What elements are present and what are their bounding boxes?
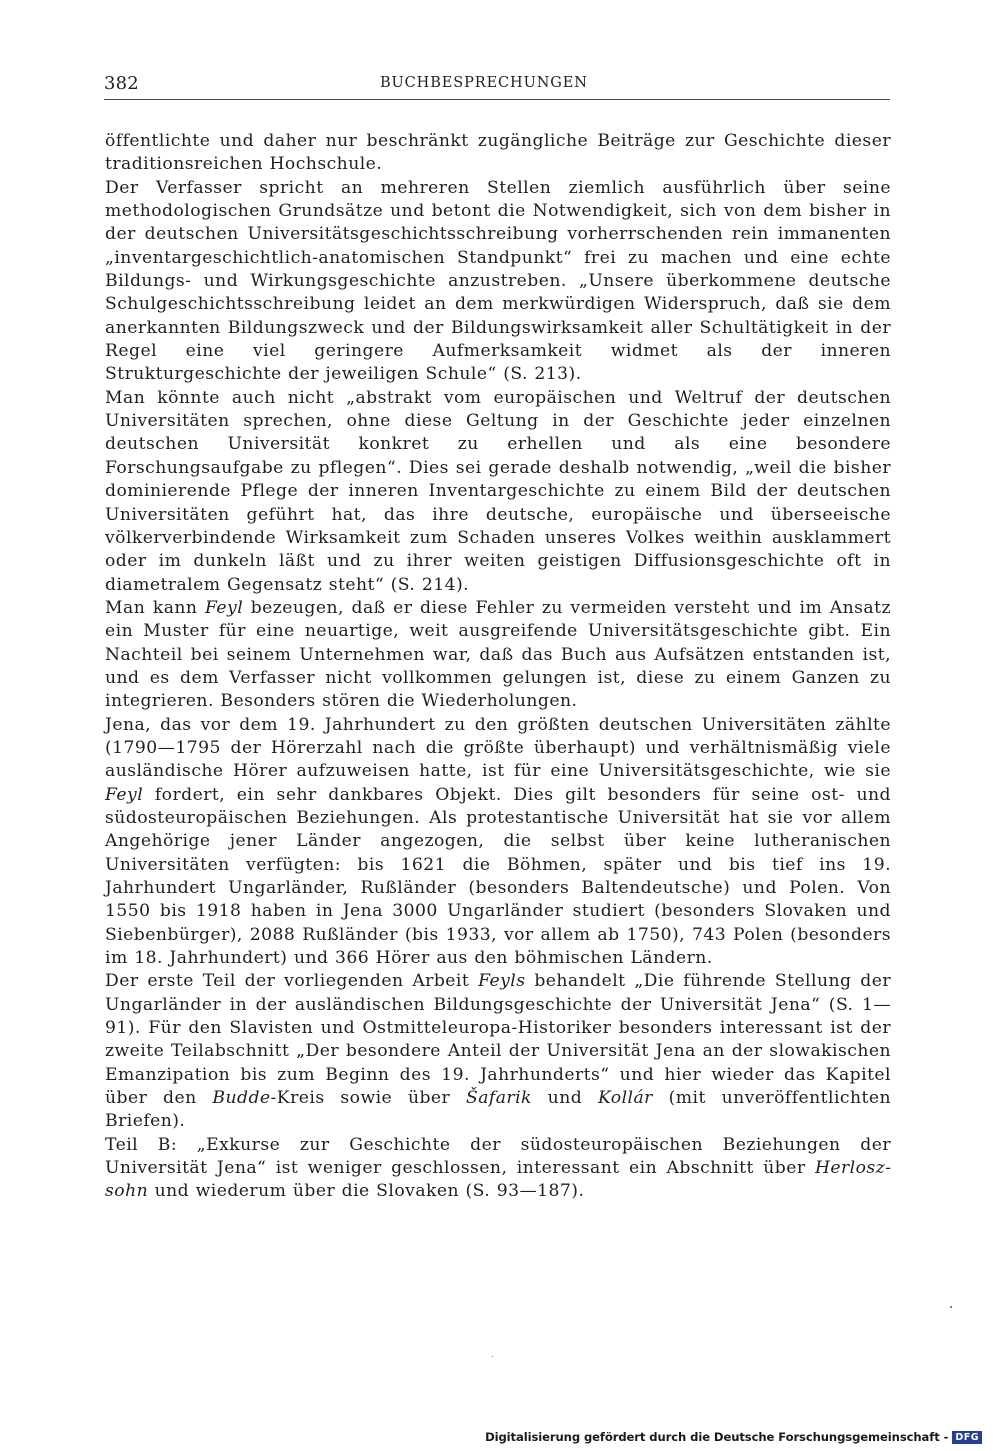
paragraph-6 xyxy=(105,970,891,1133)
paragraph-7-text-a: Teil B: „Exkurse zur Geschichte der südosteuropäischen Beziehungen der Universität Jena“ ist weniger geschlossen, interessant ein Abschnitt über xyxy=(105,1134,891,1179)
review-text xyxy=(105,130,891,1204)
paragraph-6-text-b: behandelt „Die führende Stellung der Ungarländer in der ausländischen Bildungsgeschichte der Universität Jena“ (S. 1—91). Für den Slavisten und Ostmitteleuropa-Historiker besonders interessant ist der zweite Teilabschnitt „Der besondere Anteil der Universität Jena an der slowakischen Emanzipation bis zum Beginn des 19. Jahrhunderts“ und hier wieder das Kapitel über den xyxy=(105,971,892,1109)
paragraph-7-text-b: und wiederum über die Slovaken (S. 93—187). xyxy=(148,1181,585,1202)
paragraph-5-text-b: fordert, ein sehr dankbares Objekt. Dies gilt besonders für seine ost- und südosteuropäischen Beziehungen. Als protestantische Universität hat sie vor allem Angehörige jener Länder angezogen, die selbst über keine lutheranischen Universitäten verfügten: bis 1621 die Böhmen, später und bis tief ins 19. Jahrhundert Ungarländer, Rußländer (besonders Baltendeutsche) und Polen. Von 1550 bis 1918 haben in Jena 3000 Ungarländer studiert (besonders Slovaken und Siebenbürger), 2088 Rußländer (bis 1933, vor allem ab 1750), 743 Polen (besonders im 18. Jahrhundert) und 366 Hörer aus den böhmischen Ländern. xyxy=(105,784,891,969)
author-name-feyls: Feyls xyxy=(478,971,526,992)
author-name-feyl: Feyl xyxy=(105,784,144,805)
paragraph-6-text-a: Der erste Teil der vorliegenden Arbeit xyxy=(105,971,479,992)
dfg-logo: DFG xyxy=(952,1431,982,1444)
scan-speck xyxy=(950,1306,952,1308)
paragraph-6-text-e: (mit unveröffentlichten Briefen). xyxy=(105,1088,891,1132)
digitization-footer xyxy=(485,1430,982,1444)
paragraph-6-text-d: und xyxy=(531,1088,598,1109)
running-head: BUCHBESPRECHUNGEN xyxy=(380,75,588,91)
paragraph-5-text-a: Jena, das vor dem 19. Jahrhundert zu den größten deutschen Universitäten zählte (1790—1795 der Hörerzahl nach die größte überhaupt) und verhältnismäßig viele ausländische Hörer aufzuweisen hatte, ist für eine Universitätsgeschichte, wie sie xyxy=(105,714,891,782)
scan-speck xyxy=(492,1356,493,1357)
page-number: 382 xyxy=(104,73,139,94)
footer-credit: Digitalisierung gefördert durch die Deutsche Forschungsgemeinschaft - xyxy=(485,1430,949,1444)
name-kollar: Kollár xyxy=(597,1088,653,1109)
paragraph-1: öffentlichte und daher nur beschränkt zugängliche Beiträge zur Geschichte dieser traditionsreichen Hochschule. xyxy=(105,131,891,175)
header-rule xyxy=(104,99,890,100)
paragraph-4-text-a: Man kann xyxy=(105,597,205,618)
name-herloszsohn: Herloszsohn xyxy=(105,1158,891,1202)
name-safarik: Šafarik xyxy=(465,1088,532,1109)
paragraph-7 xyxy=(105,1134,891,1204)
paragraph-4 xyxy=(105,597,891,714)
author-name-feyl: Feyl xyxy=(204,597,244,618)
paragraph-4-text-b: bezeugen, daß er diese Fehler zu vermeiden versteht und im Ansatz ein Muster für eine neuartige, weit ausgreifende Universitätsgeschichte gibt. Ein Nachteil bei seinem Unternehmen war, daß das Buch aus Aufsätzen entstanden ist, und es dem Verfasser nicht vollkommen gelungen ist, diese zu einem Ganzen zu integrieren. Besonders stören die Wiederholungen. xyxy=(105,597,891,712)
page-header xyxy=(104,72,890,106)
paragraph-6-text-c: -Kreis sowie über xyxy=(270,1088,466,1109)
paragraph-3: Man könnte auch nicht „abstrakt vom europäischen und Weltruf der deutschen Universitäten sprechen, ohne diese Geltung in der Geschichte jeder einzelnen deutschen Universität konkret zu erhellen und als eine besondere Forschungsaufgabe zu pflegen“. Dies sei gerade deshalb notwendig, „weil die bisher dominierende Pflege der inneren Inventargeschichte zu einem Bild der deutschen Universitäten geführt hat, das ihre deutsche, europäische und überseeische völkerverbindende Wirksamkeit zum Schaden unseres Volkes weithin ausklammert oder im dunkeln läßt und zu ihrer weiten geistigen Diffusionsgeschichte oft in diametralem Gegensatz steht“ (S. 214). xyxy=(105,387,891,595)
name-budde: Budde xyxy=(212,1088,271,1109)
paragraph-2: Der Verfasser spricht an mehreren Stellen ziemlich ausführlich über seine methodologischen Grundsätze und betont die Notwendigkeit, sich von dem bisher in der deutschen Universitätsgeschichtsschreibung vorherrschenden rein immanenten „inventargeschichtlich-anatomischen Standpunkt“ frei zu machen und eine echte Bildungs- und Wirkungsgeschichte anzustreben. „Unsere überkommene deutsche Schulgeschichtsschreibung leidet an dem merkwürdigen Widerspruch, daß sie dem anerkannten Bildungszweck und der Bildungswirksamkeit aller Schultätigkeit in der Regel eine viel geringere Aufmerksamkeit widmet als der inneren Strukturgeschichte der jeweiligen Schule“ (S. 213). xyxy=(105,177,891,385)
paragraph-5 xyxy=(105,714,891,971)
